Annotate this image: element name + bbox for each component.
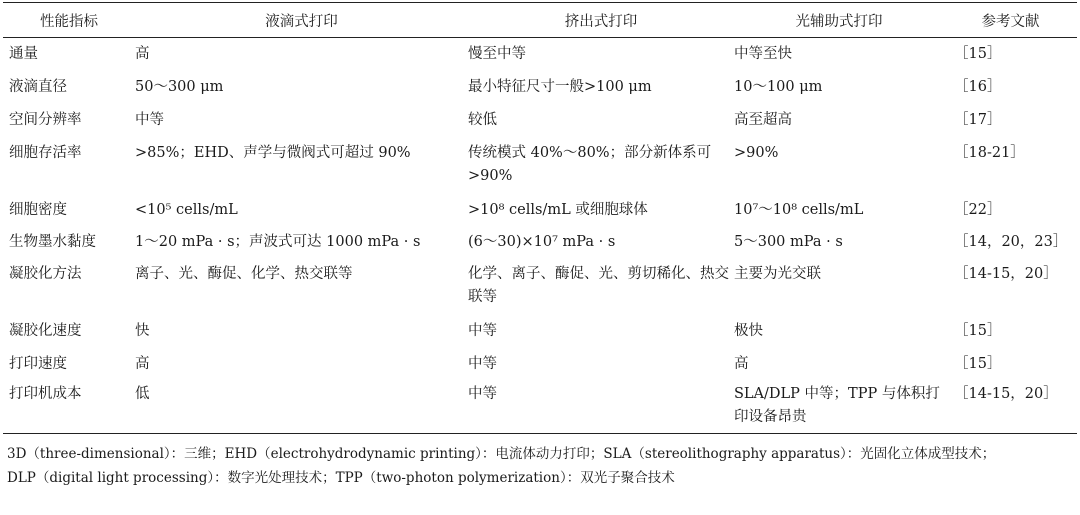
table-footnote	[3, 442, 1077, 490]
row-extrusion	[468, 259, 734, 316]
row-metric-text: 通量	[9, 46, 38, 62]
row-metric-text: 打印速度	[9, 355, 67, 372]
row-reference-text: ［14-15，20］	[954, 385, 1058, 402]
row-metric-text: 凝胶化方法	[9, 265, 82, 282]
row-light-text: 中等至快	[734, 46, 792, 62]
row-light-text: 10⁷～10⁸ cells/mL	[734, 201, 864, 218]
row-metric	[3, 316, 135, 349]
row-droplet	[135, 259, 468, 316]
row-light-text: 5～300 mPa · s	[734, 233, 843, 250]
header-light: 光辅助式打印	[795, 13, 883, 30]
row-droplet	[135, 195, 468, 227]
row-extrusion	[468, 316, 734, 349]
row-droplet	[135, 349, 468, 381]
row-droplet-text: 1～20 mPa · s；声波式可达 1000 mPa · s	[135, 233, 421, 250]
row-light-text: 高	[734, 355, 749, 372]
row-droplet-text: 离子、光、酶促、化学、热交联等	[135, 265, 353, 282]
row-reference	[944, 71, 1077, 104]
row-metric	[3, 104, 135, 137]
row-reference	[944, 316, 1077, 349]
row-reference	[944, 259, 1077, 316]
row-extrusion	[468, 71, 734, 104]
row-metric-text: 细胞存活率	[9, 144, 82, 161]
row-droplet	[135, 316, 468, 349]
row-metric	[3, 349, 135, 381]
row-metric	[3, 195, 135, 227]
row-extrusion	[468, 104, 734, 137]
row-extrusion-text: 较低	[468, 111, 497, 128]
row-extrusion-text: 慢至中等	[468, 46, 526, 62]
row-extrusion-text: 传统模式 40%～80%；部分新体系可>90%	[468, 144, 712, 184]
row-droplet	[135, 381, 468, 434]
row-light	[734, 137, 944, 195]
row-light	[734, 381, 944, 434]
row-reference-text: ［17］	[954, 111, 1002, 128]
row-droplet-text: >85%；EHD、声学与微阀式可超过 90%	[135, 144, 411, 161]
row-droplet-text: <10⁵ cells/mL	[135, 201, 238, 218]
row-metric	[3, 137, 135, 195]
table-row	[3, 137, 1077, 195]
row-light	[734, 259, 944, 316]
table-row	[3, 316, 1077, 349]
row-extrusion	[468, 38, 734, 71]
footnote-line-1: 3D（three-dimensional）：三维；EHD（electrohydrodynamic printing）：电流体动力打印；SLA（stereolithography apparatus）：光固化立体成型技术；	[7, 446, 996, 462]
document-page	[3, 2, 1077, 490]
row-droplet-text: 低	[135, 385, 150, 402]
row-metric	[3, 381, 135, 434]
row-metric-text: 生物墨水黏度	[9, 233, 96, 250]
row-reference-text: ［14，20，23］	[954, 233, 1068, 250]
row-light	[734, 316, 944, 349]
row-light-text: 10～100 μm	[734, 78, 823, 95]
row-metric-text: 液滴直径	[9, 78, 67, 95]
row-droplet-text: 高	[135, 355, 150, 372]
row-droplet-text: 高	[135, 46, 150, 62]
row-extrusion-text: 中等	[468, 322, 497, 339]
row-metric	[3, 38, 135, 71]
row-metric-text: 凝胶化速度	[9, 322, 82, 339]
row-metric-text: 空间分辨率	[9, 111, 82, 128]
header-reference: 参考文献	[981, 13, 1040, 30]
row-droplet	[135, 227, 468, 259]
row-extrusion-text: >10⁸ cells/mL 或细胞球体	[468, 201, 648, 218]
row-extrusion-text: 最小特征尺寸一般>100 μm	[468, 78, 652, 95]
row-reference-text: ［15］	[954, 322, 1002, 339]
row-light-text: SLA/DLP 中等；TPP 与体积打印设备昂贵	[734, 385, 940, 425]
table-row	[3, 104, 1077, 137]
row-light-text: 主要为光交联	[734, 265, 821, 282]
header-extrusion: 挤出式打印	[564, 13, 638, 30]
table-row	[3, 38, 1077, 71]
header-droplet: 液滴式打印	[265, 13, 338, 30]
row-light	[734, 195, 944, 227]
row-droplet-text: 中等	[135, 111, 164, 128]
row-extrusion	[468, 227, 734, 259]
row-droplet	[135, 137, 468, 195]
row-metric	[3, 227, 135, 259]
row-reference-text: ［22］	[954, 201, 1002, 218]
row-extrusion-text: (6～30)×10⁷ mPa · s	[468, 233, 616, 250]
row-light	[734, 227, 944, 259]
row-light-text: 高至超高	[734, 111, 792, 128]
comparison-table	[3, 2, 1077, 434]
table-header-row	[3, 3, 1077, 38]
row-extrusion-text: 化学、离子、酶促、光、剪切稀化、热交联等	[468, 265, 729, 305]
row-light-text: 极快	[734, 322, 763, 339]
row-reference	[944, 38, 1077, 71]
table-row	[3, 227, 1077, 259]
row-light	[734, 349, 944, 381]
row-reference	[944, 381, 1077, 434]
row-light	[734, 104, 944, 137]
row-droplet	[135, 71, 468, 104]
row-extrusion	[468, 195, 734, 227]
row-reference-text: ［16］	[954, 78, 1002, 95]
row-metric-text: 打印机成本	[9, 385, 82, 402]
row-metric	[3, 259, 135, 316]
row-metric	[3, 71, 135, 104]
row-reference	[944, 349, 1077, 381]
row-light	[734, 71, 944, 104]
row-extrusion	[468, 381, 734, 434]
table-row	[3, 381, 1077, 434]
row-droplet	[135, 104, 468, 137]
row-reference	[944, 104, 1077, 137]
row-reference-text: ［14-15，20］	[954, 265, 1058, 282]
row-extrusion-text: 中等	[468, 385, 497, 402]
row-droplet	[135, 38, 468, 71]
row-reference-text: ［18-21］	[954, 144, 1025, 161]
table-row	[3, 259, 1077, 316]
row-reference	[944, 227, 1077, 259]
row-droplet-text: 快	[135, 322, 150, 339]
row-extrusion	[468, 137, 734, 195]
footnote-line-2: DLP（digital light processing）：数字光处理技术；TPP（two-photon polymerization）：双光子聚合技术	[7, 470, 675, 486]
row-reference	[944, 195, 1077, 227]
row-reference-text: ［15］	[954, 355, 1002, 372]
row-reference	[944, 137, 1077, 195]
row-extrusion-text: 中等	[468, 355, 497, 372]
row-extrusion	[468, 349, 734, 381]
row-reference-text: ［15］	[954, 46, 1002, 62]
table-row	[3, 195, 1077, 227]
row-light	[734, 38, 944, 71]
table-row	[3, 349, 1077, 381]
row-light-text: >90%	[734, 144, 779, 161]
row-droplet-text: 50～300 μm	[135, 78, 224, 95]
table-row	[3, 71, 1077, 104]
row-metric-text: 细胞密度	[9, 201, 67, 218]
header-metric: 性能指标	[40, 13, 98, 30]
